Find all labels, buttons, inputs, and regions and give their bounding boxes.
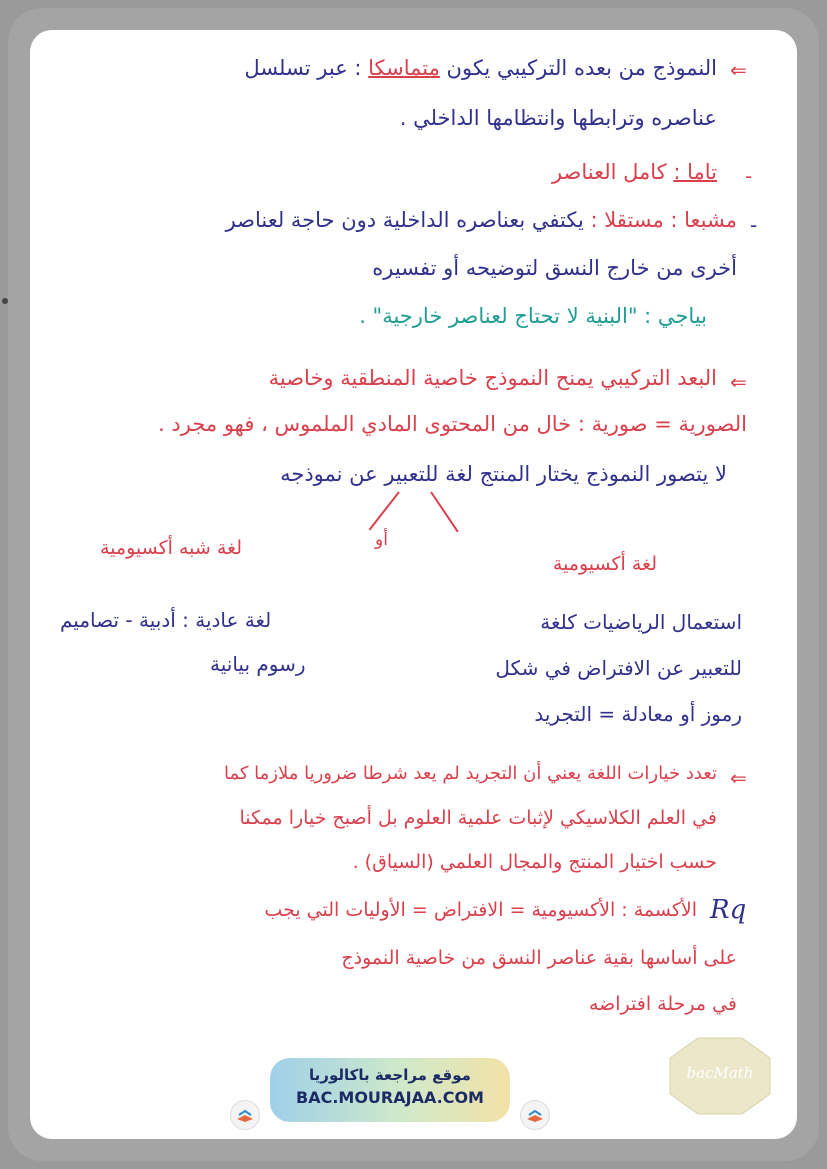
remark-line-3: في مرحلة افتراضه	[588, 993, 737, 1015]
book-icon	[521, 1101, 549, 1129]
axiomatic-detail-3: رموز أو معادلة = التجريد	[534, 702, 742, 726]
notebook-page	[30, 30, 797, 1139]
dash-marker: -	[750, 213, 758, 237]
note-line-1	[244, 54, 717, 82]
note-line-3-rest: كامل العناصر	[551, 160, 674, 184]
page-hole-dot	[2, 298, 8, 304]
note-line-4	[226, 206, 737, 234]
dash-marker: -	[745, 164, 753, 188]
site-logo-right	[520, 1100, 550, 1130]
implication-marker: ⇐	[730, 766, 747, 790]
site-footer-banner[interactable]	[270, 1058, 510, 1122]
keyword-complete: تاما :	[673, 160, 717, 184]
paragraph-line-1: تعدد خيارات اللغة يعني أن التجريد لم يعد شرطا ضروريا ملازما كما	[223, 763, 717, 784]
semi-axiomatic-heading: لغة شبه أكسيومية	[100, 537, 242, 559]
note-line-6: بياجي : "البنية لا تحتاج لعناصر خارجية" .	[359, 304, 707, 328]
branch-arrow-left	[369, 491, 400, 530]
paragraph-line-2: في العلم الكلاسيكي لإثبات علمية العلوم بل أصبح خيارا ممكنا	[239, 807, 717, 829]
semi-axiomatic-detail-1: لغة عادية : أدبية - تصاميم	[60, 608, 272, 632]
keyword-coherent: متماسكا	[368, 56, 440, 80]
implication-marker: ⇐	[730, 58, 747, 82]
paragraph-line-3: حسب اختيار المنتج والمجال العلمي (السياق) .	[352, 851, 717, 873]
site-logo-left	[230, 1100, 260, 1130]
implication-marker: ⇐	[730, 370, 747, 394]
branch-arrow-right	[430, 491, 458, 532]
note-line-4-rest: يكتفي بعناصره الداخلية دون حاجة لعناصر	[225, 208, 591, 232]
semi-axiomatic-detail-2: رسوم بيانية	[210, 652, 306, 676]
note-line-5: أخرى من خارج النسق لتوضيحه أو تفسيره	[372, 256, 737, 280]
note-line-1-suffix: : عبر تسلسل	[244, 56, 369, 80]
keyword-saturated: مشبعا : مستقلا :	[590, 208, 737, 232]
note-line-7: البعد التركيبي يمنح النموذج خاصية المنطقية وخاصية	[268, 366, 717, 390]
note-line-9: لا يتصور النموذج يختار المنتج لغة للتعبير عن نموذجه	[280, 462, 727, 486]
remark-line-1: الأكسمة : الأكسيومية = الافتراض = الأوليات التي يجب	[264, 899, 697, 921]
axiomatic-detail-2: للتعبير عن الافتراض في شكل	[495, 656, 742, 680]
badge-label: bacMath	[686, 1064, 754, 1082]
remark-label: Rq	[710, 895, 747, 925]
note-line-2: عناصره وترابطها وانتظامها الداخلي .	[399, 106, 717, 130]
or-label: أو	[375, 530, 388, 550]
site-url[interactable]: BAC.MOURAJAA.COM	[296, 1088, 484, 1107]
remark-line-2: على أساسها بقية عناصر النسق من خاصية النموذج	[341, 947, 737, 969]
note-line-1-prefix: النموذج من بعده التركيبي يكون	[439, 56, 717, 80]
bacmath-badge	[668, 1036, 772, 1116]
axiomatic-detail-1: استعمال الرياضيات كلغة	[540, 610, 742, 634]
book-icon	[231, 1101, 259, 1129]
note-line-8: الصورية = صورية : خال من المحتوى المادي الملموس ، فهو مجرد .	[158, 412, 747, 436]
site-title: موقع مراجعة باكالوريا	[309, 1066, 471, 1084]
note-line-3	[552, 158, 717, 186]
axiomatic-heading: لغة أكسيومية	[552, 553, 657, 575]
